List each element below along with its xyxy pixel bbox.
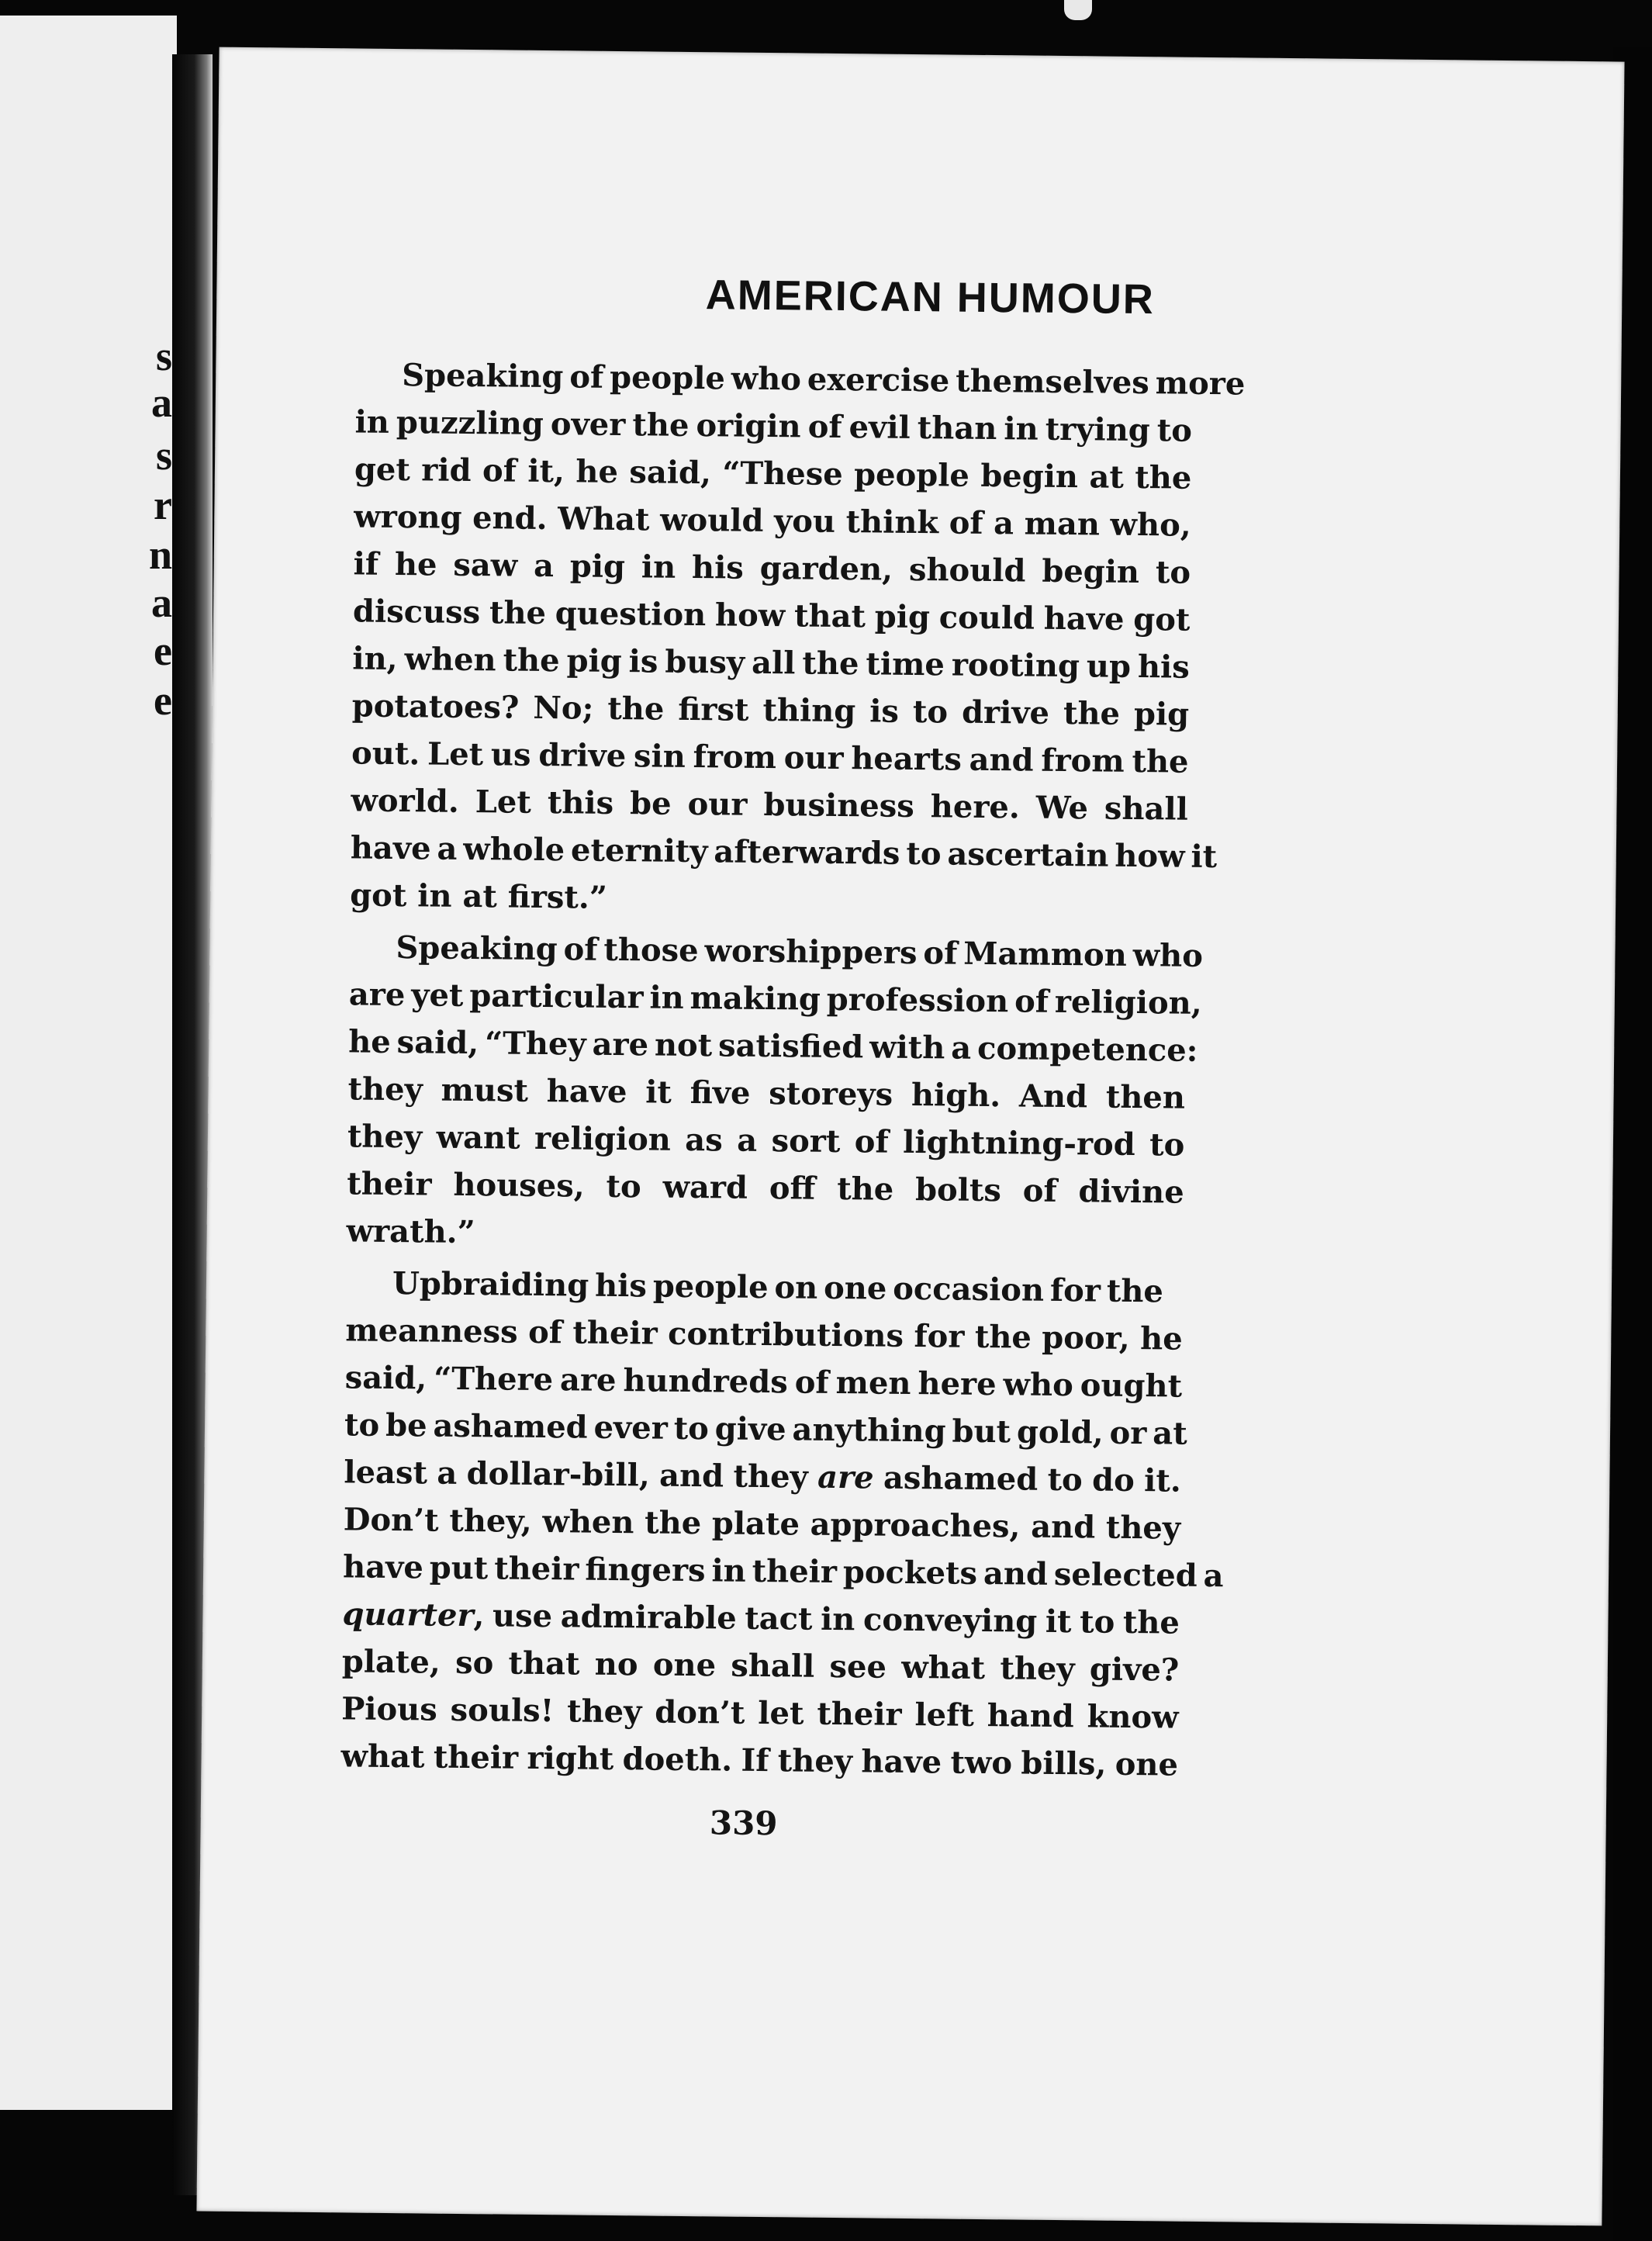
text-line: wrath.” — [346, 1212, 475, 1251]
text-line: potatoes? No; the first thing is to drive the pig — [351, 687, 1190, 733]
page-number: 339 — [709, 1804, 778, 1843]
left-page-glyph: r — [154, 482, 172, 528]
left-page-glyph: s — [155, 333, 172, 379]
text-line: Pious souls! they don’t let their left hand know — [340, 1690, 1179, 1736]
text-line: if he saw a pig in his garden, should begin to — [353, 545, 1191, 591]
text-line: in, when the pig is busy all the time rooting up his — [352, 640, 1191, 686]
left-page-glyph: a — [151, 579, 172, 626]
page-content — [340, 48, 1507, 1843]
running-head: AMERICAN HUMOUR — [705, 271, 1156, 323]
text-line: Upbraiding his people on one occasion for the — [392, 1265, 1164, 1310]
text-line: said, “There are hundreds of men here who ought — [344, 1359, 1183, 1405]
text-line: Speaking of people who exercise themselves more — [401, 357, 1246, 403]
paragraph — [349, 351, 1246, 927]
text-line: world. Let this be our business here. We shall — [351, 782, 1189, 828]
text-line: Speaking of those worshippers of Mammon who — [396, 929, 1204, 974]
left-page-glyph: e — [154, 628, 172, 674]
text-line: Don’t they, when the plate approaches, and they — [343, 1501, 1181, 1547]
text-line: got in at first.” — [349, 877, 608, 916]
text-line: discuss the question how that pig could have got — [352, 593, 1191, 638]
text-line: least a dollar-bill, and they are ashamed to do it. — [344, 1454, 1182, 1499]
left-page-glyph: a — [151, 379, 172, 426]
text-line: they want religion as a sort of lightning-rod to — [347, 1118, 1185, 1164]
text-line: plate, so that no one shall see what they give? — [341, 1643, 1180, 1689]
text-line: he said, “They are not satisfied with a competence: — [347, 1023, 1198, 1069]
left-page-glyph: e — [154, 677, 172, 724]
paragraph — [346, 923, 1204, 1263]
scan-mark — [1064, 0, 1092, 20]
body-text — [340, 351, 1246, 1793]
paragraph — [340, 1259, 1224, 1788]
text-line: are yet particular in making profession of religion, — [348, 976, 1202, 1022]
previous-page-edge — [0, 16, 177, 2110]
book-page — [196, 47, 1624, 2226]
text-line: wrong end. What would you think of a man who, — [354, 498, 1191, 544]
text-line: meanness of their contributions for the poor, he — [345, 1312, 1183, 1357]
text-line: what their right doeth. If they have two bills, one — [340, 1738, 1179, 1783]
text-line: out. Let us drive sin from our hearts and from the — [351, 735, 1189, 780]
text-line: have put their fingers in their pockets and selected a — [342, 1548, 1224, 1595]
left-page-glyph: n — [148, 531, 172, 578]
text-line: they must have it five storeys high. And then — [347, 1070, 1186, 1116]
text-line: their houses, to ward off the bolts of divine — [347, 1165, 1184, 1211]
text-line: quarter, use admirable tact in conveying it to the — [342, 1596, 1180, 1641]
left-page-glyph: s — [155, 432, 172, 479]
text-line: get rid of it, he said, “These people begin at the — [354, 451, 1192, 496]
text-line: to be ashamed ever to give anything but gold, or at — [344, 1406, 1187, 1452]
text-line: in puzzling over the origin of evil than in trying to — [354, 403, 1193, 449]
text-line: have a whole eternity afterwards to ascertain how it — [350, 829, 1218, 876]
